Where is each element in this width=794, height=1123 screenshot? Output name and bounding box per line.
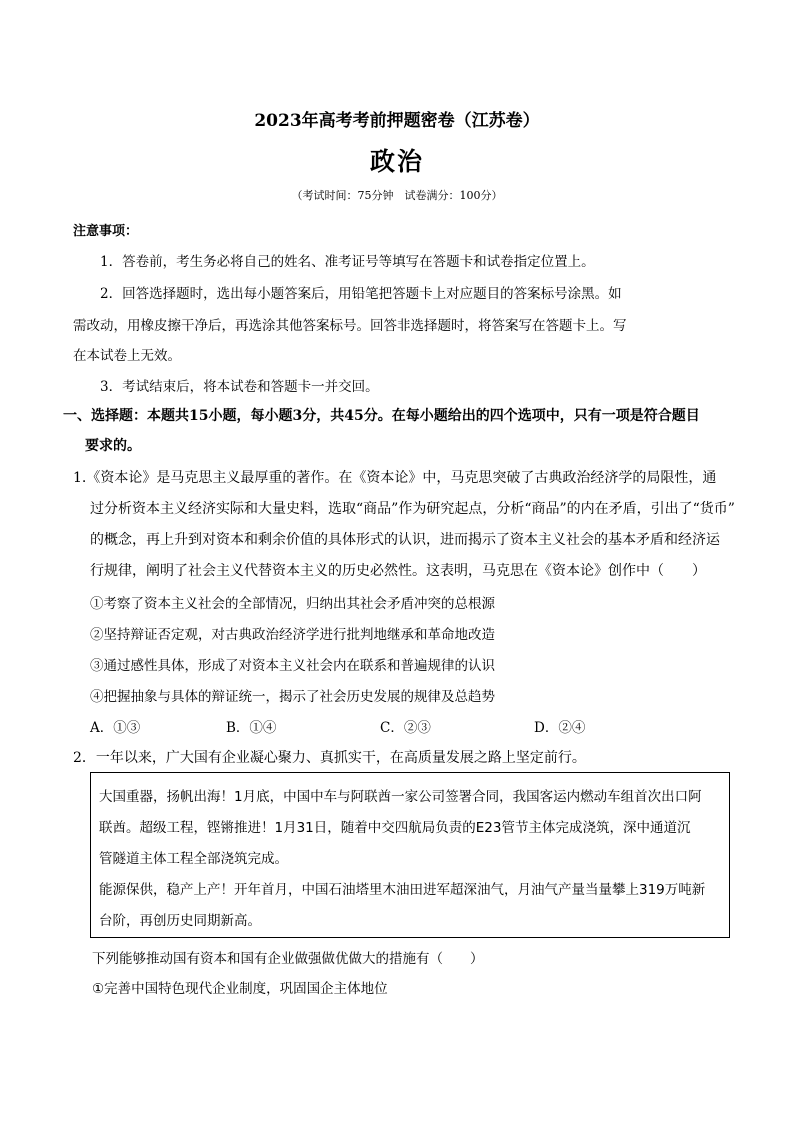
exam-title: 2023年高考考前押题密卷（江苏卷） <box>254 111 540 131</box>
question-1-line: 过分析资本主义经济实际和大量史料，选取“商品”作为研究起点，分析“商品”的内在矛盾，引出了“货币” <box>90 501 735 517</box>
notice-line: 需改动，用橡皮擦干净后，再选涂其他答案标号。回答非选择题时，将答案写在答题卡上。写 <box>73 318 627 334</box>
option-a: A．①③ <box>90 720 141 736</box>
question-1-statement: ④把握抽象与具体的辩证统一，揭示了社会历史发展的规律及总趋势 <box>90 689 495 705</box>
section-heading-cont: 要求的。 <box>85 438 141 454</box>
question-2-prompt: 下列能够推动国有资本和国有企业做强做优做大的措施有（ ） <box>92 951 484 967</box>
section-heading: 一、选择题：本题共15小题，每小题3分，共45分。在每小题给出的四个选项中，只有一项是符合题目 <box>63 408 700 424</box>
option-d: D．②④ <box>534 720 586 736</box>
subject-title: 政治 <box>369 147 424 176</box>
material-line: 管隧道主体工程全部浇筑完成。 <box>99 851 288 867</box>
material-line: 联酋。超级工程，铿锵推进！1月31日，随着中交四航局负责的E23管节主体完成浇筑，深中通道沉 <box>99 820 691 836</box>
question-1-statement: ③通过感性具体，形成了对资本主义社会内在联系和普遍规律的认识 <box>90 658 495 674</box>
notice-heading: 注意事项： <box>73 224 139 239</box>
material-line: 大国重器，扬帆出海！1月底，中国中车与阿联酋一家公司签署合同，我国客运内燃动车组首次出口阿 <box>99 789 702 805</box>
material-line: 台阶，再创历史同期新高。 <box>99 913 261 929</box>
question-1-line: 1.《资本论》是马克思主义最厚重的著作。在《资本论》中，马克思突破了古典政治经济学的局限性，通 <box>73 470 717 486</box>
question-2-statement: ①完善中国特色现代企业制度，巩固国企主体地位 <box>92 981 388 997</box>
notice-line: 2．回答选择题时，选出每小题答案后，用铅笔把答题卡上对应题目的答案标号涂黑。如 <box>100 286 622 302</box>
notice-line: 在本试卷上无效。 <box>73 348 181 364</box>
question-1-statement: ①考察了资本主义社会的全部情况，归纳出其社会矛盾冲突的总根源 <box>90 596 495 612</box>
notice-line: 3．考试结束后，将本试卷和答题卡一并交回。 <box>100 379 379 395</box>
material-line: 能源保供，稳产上产！开年首月，中国石油塔里木油田进军超深油气，月油气产量当量攀上319万吨新 <box>99 882 706 898</box>
option-c: C．②③ <box>380 720 431 736</box>
question-1-statement: ②坚持辩证否定观，对古典政治经济学进行批判地继承和革命地改造 <box>90 627 495 643</box>
notice-line: 1．答卷前，考生务必将自己的姓名、准考证号等填写在答题卡和试卷指定位置上。 <box>100 254 595 270</box>
question-1-line: 行规律，阐明了社会主义代替资本主义的历史必然性。这表明，马克思在《资本论》创作中（ ） <box>90 563 706 579</box>
exam-info: （考试时间：75分钟 试卷满分：100分） <box>291 189 503 202</box>
material-box <box>90 772 730 938</box>
question-1-line: 的概念，再上升到对资本和剩余价值的具体形式的认识，进而揭示了资本主义社会的基本矛盾和经济运 <box>90 532 720 548</box>
question-2-stem: 2．一年以来，广大国有企业凝心聚力、真抓实干，在高质量发展之路上坚定前行。 <box>73 750 586 766</box>
option-b: B．①④ <box>226 720 277 736</box>
